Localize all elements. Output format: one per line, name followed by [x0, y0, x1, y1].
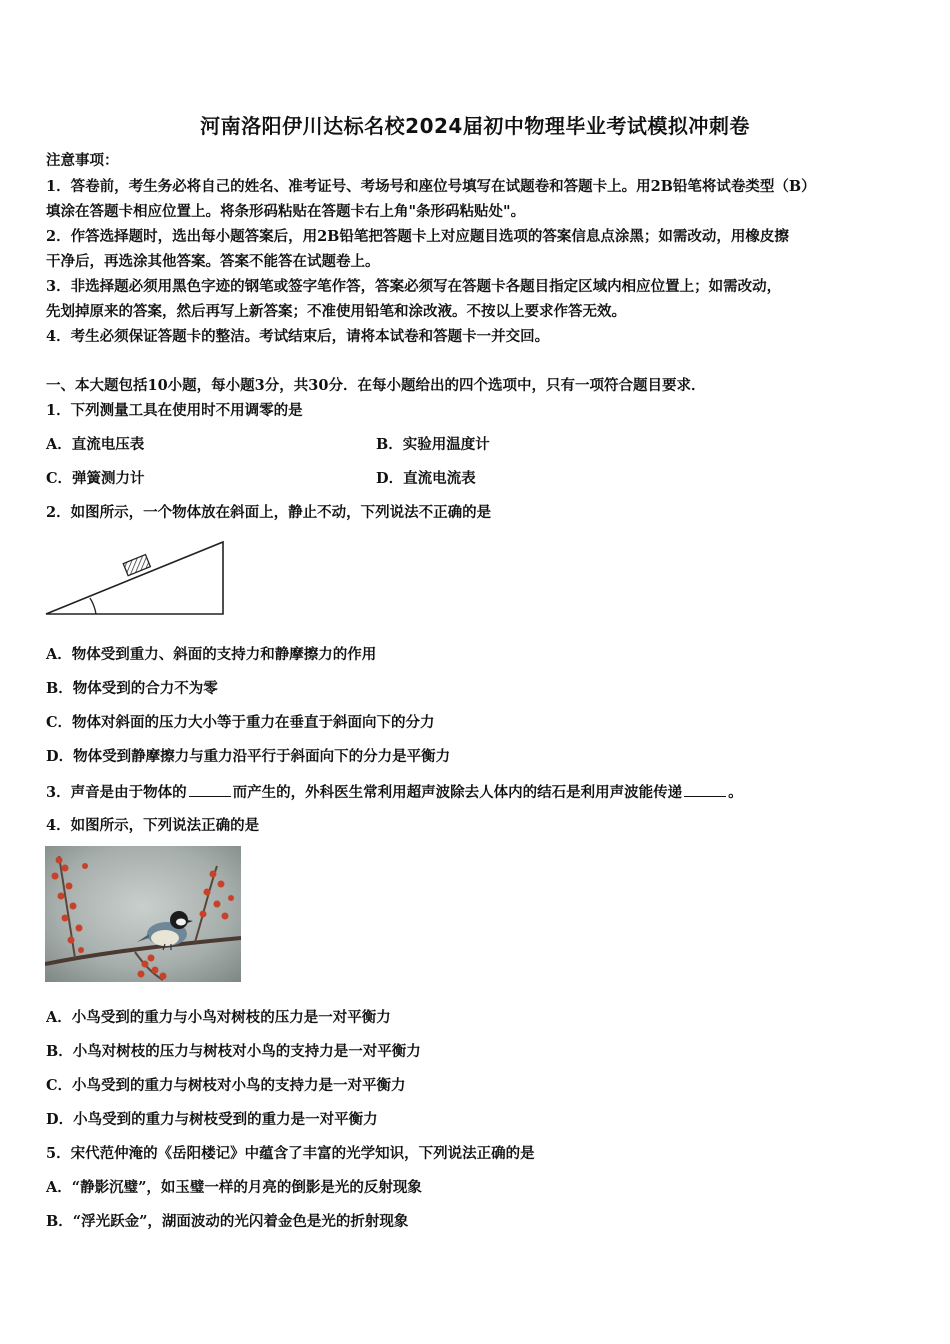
question-2-option-d: D．物体受到静摩擦力与重力沿平行于斜面向下的分力是平衡力: [46, 748, 451, 765]
bird-on-branch-photo: [45, 846, 241, 982]
question-1-option-d: D．直流电流表: [376, 470, 476, 487]
incline-triangle: [46, 542, 223, 614]
question-5-option-a: A．“静影沉璧”，如玉璧一样的月亮的倒影是光的反射现象: [46, 1179, 422, 1196]
question-4-option-b: B．小鸟对树枝的压力与树枝对小鸟的支持力是一对平衡力: [46, 1043, 421, 1060]
question-1-option-c: C．弹簧测力计: [46, 470, 145, 487]
incline-figure: [44, 538, 230, 620]
question-4-option-a: A．小鸟受到的重力与小鸟对树枝的压力是一对平衡力: [46, 1009, 391, 1026]
question-2-stem: 2．如图所示，一个物体放在斜面上，静止不动，下列说法不正确的是: [46, 504, 492, 521]
notice-line: 4．考生必须保证答题卡的整洁。考试结束后，请将本试卷和答题卡一并交回。: [46, 328, 550, 345]
question-1-option-a: A．直流电压表: [46, 436, 145, 453]
question-1-stem: 1．下列测量工具在使用时不用调零的是: [46, 402, 303, 419]
question-2-option-c: C．物体对斜面的压力大小等于重力在垂直于斜面向下的分力: [46, 714, 435, 731]
section-heading: 一、本大题包括10小题，每小题3分，共30分．在每小题给出的四个选项中，只有一项符合题目要求．: [46, 377, 706, 394]
question-3-text-1: 3．声音是由于物体的: [46, 784, 187, 801]
question-1-option-b: B．实验用温度计: [376, 436, 490, 453]
notice-heading: 注意事项：: [46, 152, 119, 169]
angle-arc: [90, 598, 96, 614]
answer-blank: [189, 782, 231, 797]
notice-line: 填涂在答题卡相应位置上。将条形码粘贴在答题卡右上角"条形码粘贴处"。: [46, 203, 526, 220]
question-5-stem: 5．宋代范仲淹的《岳阳楼记》中蕴含了丰富的光学知识，下列说法正确的是: [46, 1145, 535, 1162]
question-3-text-2: 而产生的，外科医生常利用超声波除去人体内的结石是利用声波能传递: [232, 784, 683, 801]
notice-line: 1．答卷前，考生务必将自己的姓名、准考证号、考场号和座位号填写在试题卷和答题卡上。用2B铅笔将试卷类型（B）: [46, 178, 816, 195]
notice-line: 干净后，再选涂其他答案。答案不能答在试题卷上。: [46, 253, 380, 270]
question-2-option-b: B．物体受到的合力不为零: [46, 680, 218, 697]
question-4-stem: 4．如图所示，下列说法正确的是: [46, 817, 260, 834]
question-5-option-b: B．“浮光跃金”，湖面波动的光闪着金色是光的折射现象: [46, 1213, 409, 1230]
notice-line: 先划掉原来的答案，然后再写上新答案；不准使用铅笔和涂改液。不按以上要求作答无效。: [46, 303, 626, 320]
question-3: [46, 782, 743, 803]
question-2-option-a: A．物体受到重力、斜面的支持力和静摩擦力的作用: [46, 646, 377, 663]
question-4-option-d: D．小鸟受到的重力与树枝受到的重力是一对平衡力: [46, 1111, 378, 1128]
question-3-text-3: 。: [728, 784, 743, 801]
answer-blank: [684, 782, 726, 797]
notice-line: 3．非选择题必须用黑色字迹的钢笔或签字笔作答，答案必须写在答题卡各题目指定区域内相应位置上；如需改动，: [46, 278, 782, 295]
notice-line: 2．作答选择题时，选出每小题答案后，用2B铅笔把答题卡上对应题目选项的答案信息点涂黑；如需改动，用橡皮擦: [46, 228, 789, 245]
page-title: 河南洛阳伊川达标名校2024届初中物理毕业考试模拟冲刺卷: [200, 114, 750, 138]
question-4-option-c: C．小鸟受到的重力与树枝对小鸟的支持力是一对平衡力: [46, 1077, 406, 1094]
